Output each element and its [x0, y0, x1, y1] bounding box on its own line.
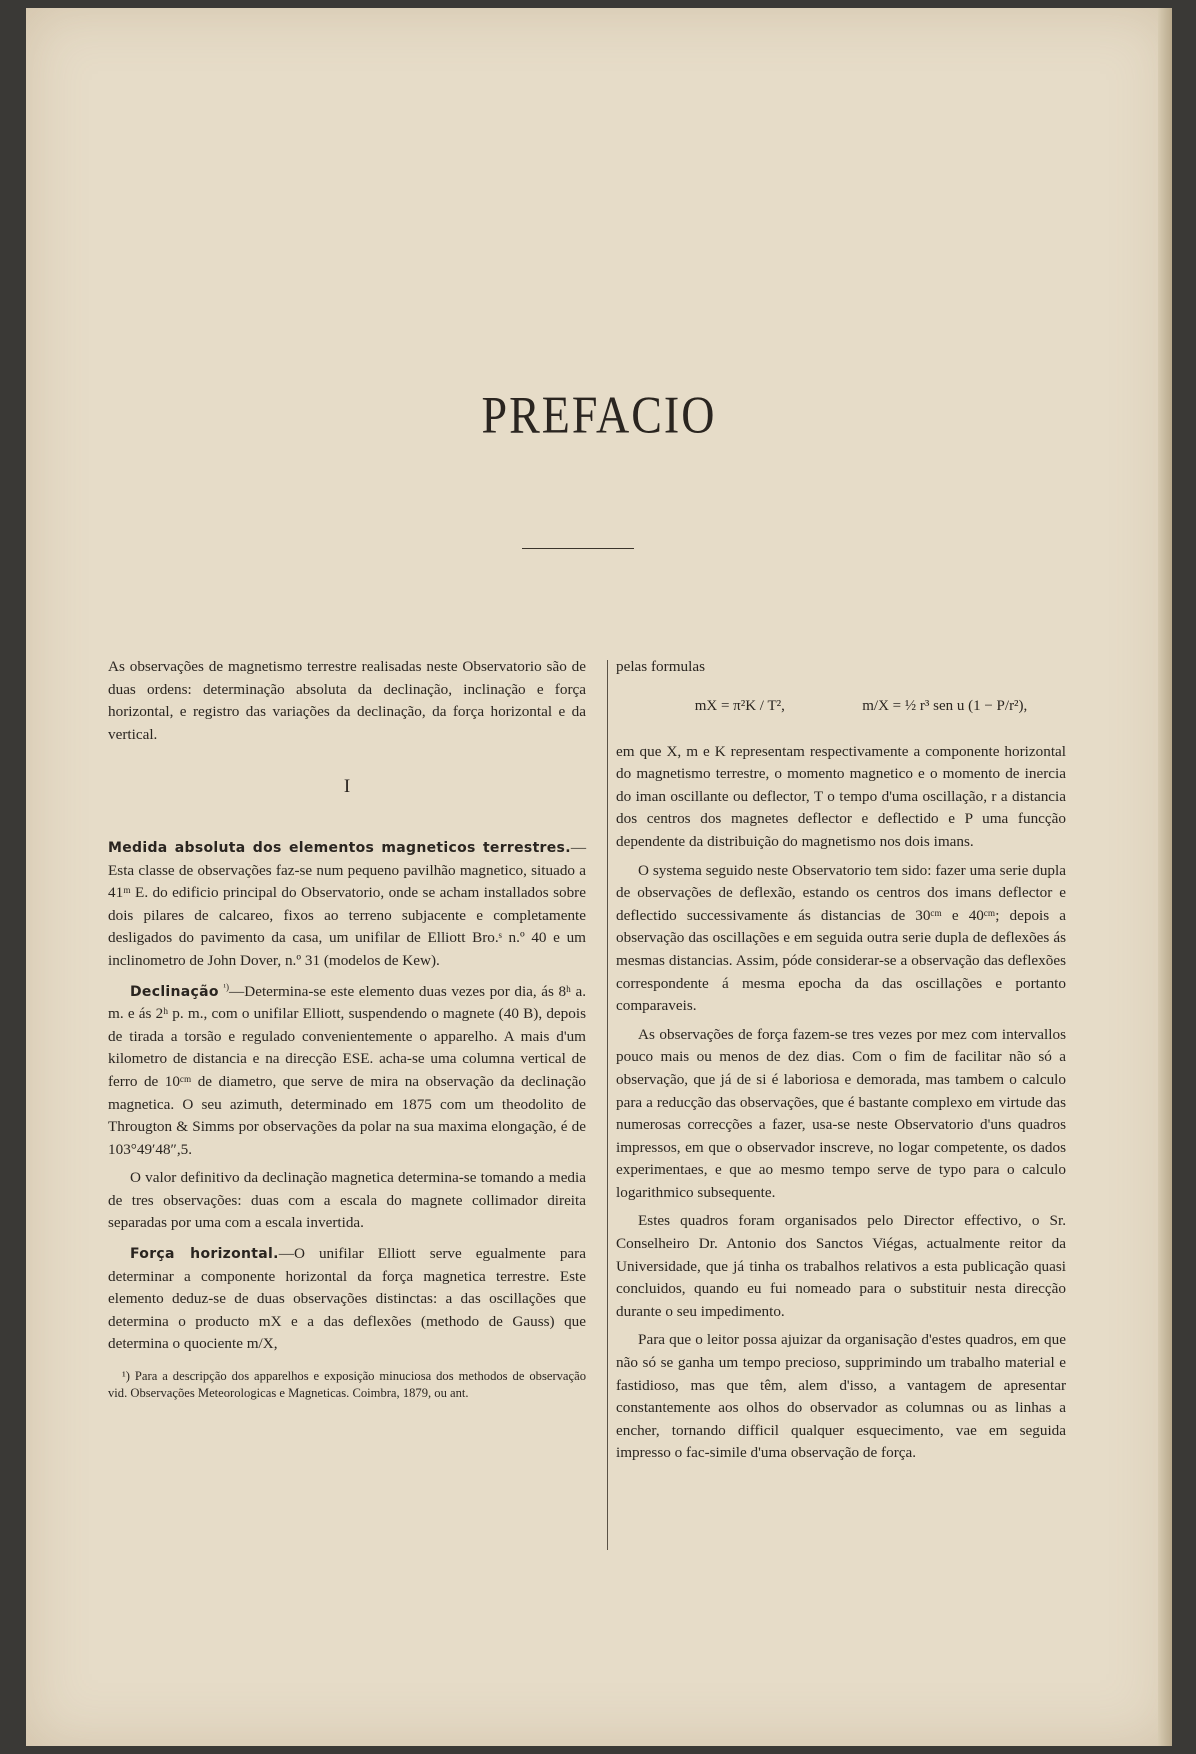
- page-binding-edge: [1158, 8, 1172, 1746]
- right-paragraph-4: Estes quadros foram organisados pelo Director effectivo, o Sr. Conselheiro Dr. Antonio dos Sanctos Viégas, actualmente reitor da Universidade, que já tinha os trabalhos relativos a esta publicação quasi concluidos, quando eu fui nomeado para o substituir nesta direcção durante o seu impedimento.: [616, 1212, 1066, 1320]
- right-paragraph-3: As observações de força fazem-se tres vezes por mez com intervallos pouco mais ou menos de dez dias. Com o fim de facilitar não só a observação, que já de si é laboriosa e demorada, mas tambem o calculo para a reducção das observações, que é bastante complexo em virtude das numerosas correcções a fazer, usa-se neste Observatorio d'uns quadros impressos, em que o observador inscreve, no logar competente, os dados experimentaes, e que ao mesmo tempo serve de typo para o calculo logarithmico subsequente.: [616, 1025, 1066, 1201]
- right-paragraph-2: O systema seguido neste Observatorio tem sido: fazer uma serie dupla de observações de deflexão, estando os centros dos imans deflector e deflectido successivamente ás distancias de 30ᶜᵐ e 40ᶜᵐ; depois a observação das oscillações e em seguida outra serie dupla de deflexões ás mesmas distancias. Assim, póde considerar-se a observação das deflexões correspondente á mesma epocha da das oscillações e portanto comparaveis.: [616, 861, 1066, 1015]
- formula-block: [656, 687, 1066, 727]
- page-title: PREFACIO: [481, 385, 717, 444]
- measure-text: —Esta classe de observações faz-se num pequeno pavilhão magnetico, situado a 41ᵐ E. do edificio principal do Observatorio, onde se acham installados sobre dois pilares de calcareo, fixos ao terreno subjacente e completamente desligados do pavimento da casa, um unifilar de Elliott Bro.ˢ n.º 40 e um inclinometro de John Dover, n.º 31 (modelos de Kew).: [108, 838, 586, 969]
- measure-heading: Medida absoluta dos elementos magneticos terrestres.: [108, 839, 571, 856]
- left-column: [108, 656, 586, 1408]
- column-divider: [607, 660, 608, 1550]
- right-paragraph-1: em que X, m e K representam respectivamente a componente horizontal do magnetismo terrestre, o momento magnetico e o momento de inercia do iman oscillante ou deflector, T o tempo d'uma oscillação, r a distancia dos centros dos magnetes deflector e deflectido e P uma funcção dependente da distribuição do magnetismo nos dois imans.: [616, 742, 1066, 850]
- force-text: —O unifilar Elliott serve egualmente para determinar a componente horizontal da força magnetica terrestre. Este elemento deduz-se de duas observações distinctas: a das oscillações que determina o producto mX e a das deflexões (methodo de Gauss) que determina o quociente m/X,: [108, 1245, 586, 1353]
- intro-paragraph: As observações de magnetismo terrestre realisadas neste Observatorio são de duas ordens: determinação absoluta da declinação, inclinação e força horizontal, e registro das variações da declinação, da força horizontal e da vertical.: [108, 658, 586, 743]
- formula-intro: pelas formulas: [616, 658, 705, 675]
- declination-footref: ¹): [223, 981, 230, 992]
- declination-paragraph-2: O valor definitivo da declinação magnetica determina-se tomando a media de tres observações: duas com a escala do magnete collimador direita separadas por uma com a escala invertida.: [108, 1169, 586, 1232]
- force-paragraph: [108, 1243, 586, 1356]
- force-heading: Força horizontal.: [130, 1246, 279, 1263]
- section-number: I: [343, 776, 351, 798]
- footnote: ¹) Para a descripção dos apparelhos e exposição minuciosa dos methodos de observação vid. Observações Meteorologicas e Magneticas. Coimbra, 1879, ou ant.: [108, 1369, 586, 1401]
- right-paragraph-5: Para que o leitor possa ajuizar da organisação d'estes quadros, em que não só se ganha um tempo precioso, supprimindo um trabalho material e fastidioso, mas que têm, alem d'isso, a vantagem de apresentar constantemente aos olhos do observador as columnas ou as linhas a encher, tornando difficil qualquer esquecimento, vae em seguida impresso o fac-simile d'uma observação de força.: [616, 1331, 1066, 1462]
- declination-heading: Declinação: [130, 983, 219, 1000]
- title-rule: [522, 548, 634, 549]
- right-column: [616, 656, 1066, 1471]
- declination-paragraph: [108, 981, 586, 1162]
- book-page: [26, 8, 1172, 1746]
- formula-1: mX = π²K / T²,: [694, 698, 785, 715]
- measure-paragraph: [108, 837, 586, 973]
- formula-2: m/X = ½ r³ sen u (1 − P/r²),: [862, 698, 1028, 715]
- declination-text: —Determina-se este elemento duas vezes por dia, ás 8ʰ a. m. e ás 2ʰ p. m., com o unifilar Elliott, suspendendo o magnete (40 B), depois de tirada a torsão e regulado convenientemente o apparelho. A mais d'um kilometro de distancia e na direcção ESE. acha-se uma columna vertical de ferro de 10ᶜᵐ de diametro, que serve de mira na observação da declinação magnetica. O seu azimuth, determinado em 1875 com um theodolito de Througton & Simms por observações da polar na sua maxima elongação, é de 103°49′48″,5.: [108, 982, 587, 1158]
